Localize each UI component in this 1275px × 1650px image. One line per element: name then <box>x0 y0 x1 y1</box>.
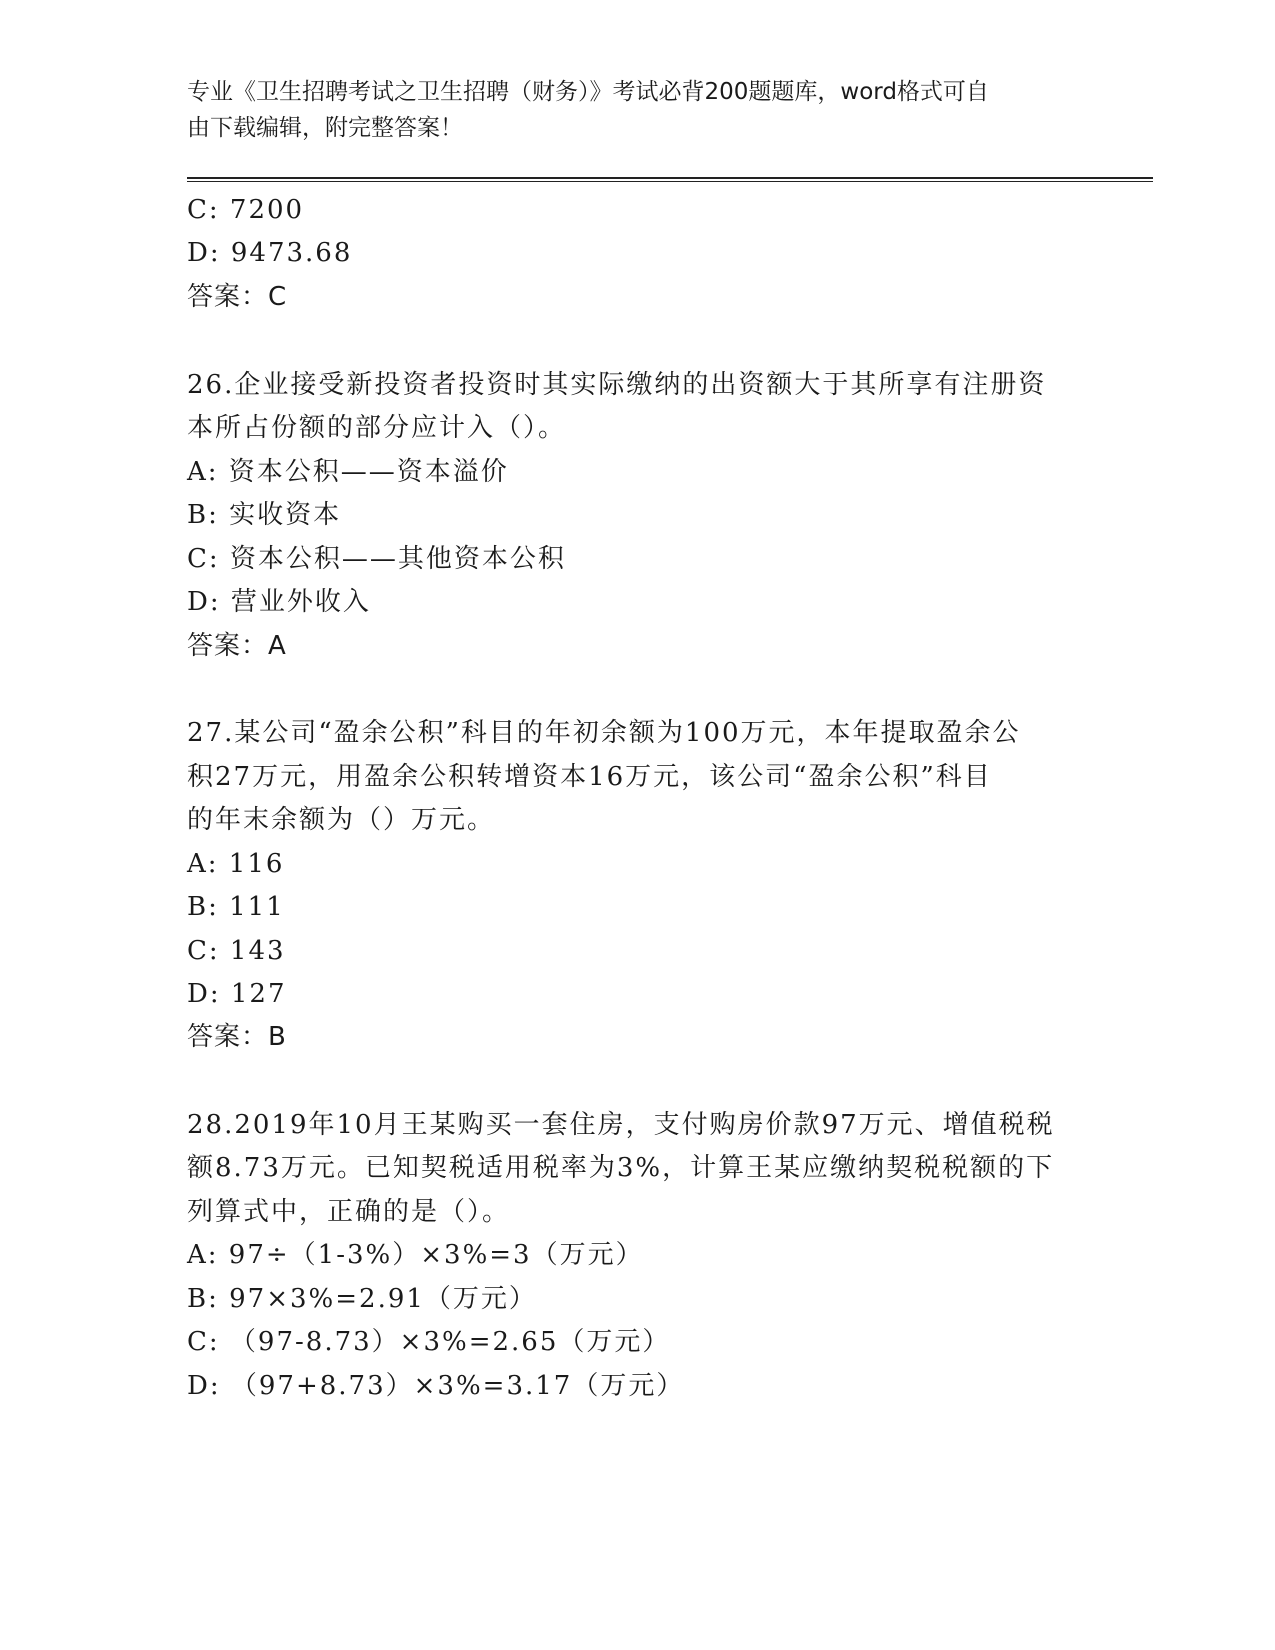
header-line-1: 专业《卫生招聘考试之卫生招聘（财务）》考试必背200题题库，word格式可自 <box>187 79 989 105</box>
q27-stem-line-2: 积27万元，用盈余公积转增资本16万元，该公司“盈余公积”科目 <box>187 762 992 792</box>
q26-option-b: B: 实收资本 <box>187 500 342 530</box>
q28-stem-line-2: 额8.73万元。已知契税适用税率为3%，计算王某应缴纳契税税额的下 <box>187 1153 1055 1183</box>
q27-option-d: D: 127 <box>187 979 287 1009</box>
q27-answer: 答案：B <box>187 1022 287 1052</box>
q27-option-b: B: 111 <box>187 892 285 922</box>
q28-stem-line-3: 列算式中，正确的是（）。 <box>187 1197 511 1227</box>
q28-stem-line-1: 28.2019年10月王某购买一套住房，支付购房价款97万元、增值税税 <box>187 1110 1055 1140</box>
q25-answer: 答案：C <box>187 282 288 312</box>
q28-option-a: A: 97÷（1-3%）×3%=3（万元） <box>187 1240 644 1270</box>
q28-option-d: D: （97+8.73）×3%=3.17（万元） <box>187 1371 685 1401</box>
q26-option-a: A: 资本公积——资本溢价 <box>187 457 509 487</box>
q28-option-b: B: 97×3%=2.91（万元） <box>187 1284 537 1314</box>
q27-option-a: A: 116 <box>187 849 285 879</box>
q27-option-c: C: 143 <box>187 936 286 966</box>
document-header <box>187 74 1067 146</box>
q26-option-c: C: 资本公积——其他资本公积 <box>187 544 566 574</box>
q27-stem-line-3: 的年末余额为（）万元。 <box>187 805 496 835</box>
q26-answer: 答案：A <box>187 631 287 661</box>
header-line-2: 由下载编辑，附完整答案！ <box>187 115 463 141</box>
q26-stem-line-2: 本所占份额的部分应计入（）。 <box>187 413 567 443</box>
q25-option-d: D: 9473.68 <box>187 238 353 268</box>
q26-stem-line-1: 26.企业接受新投资者投资时其实际缴纳的出资额大于其所享有注册资 <box>187 370 1047 400</box>
q25-option-c: C: 7200 <box>187 195 305 225</box>
header-divider-thick <box>187 177 1153 179</box>
q27-stem-line-1: 27.某公司“盈余公积”科目的年初余额为100万元，本年提取盈余公 <box>187 718 1021 748</box>
header-divider-thin <box>187 181 1153 182</box>
q28-option-c: C: （97-8.73）×3%=2.65（万元） <box>187 1327 671 1357</box>
q26-option-d: D: 营业外收入 <box>187 587 371 617</box>
